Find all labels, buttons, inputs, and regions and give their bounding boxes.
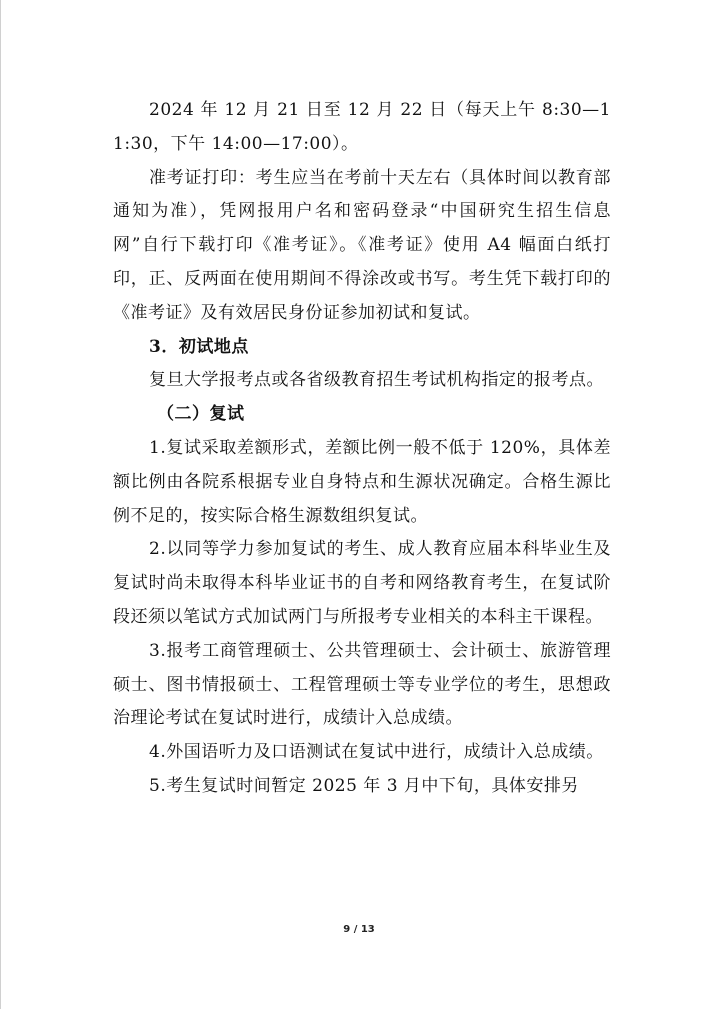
paragraph-retest-1: 1.复试采取差额形式，差额比例一般不低于 120%，具体差额比例由各院系根据专业自身特点和生源状况确定。合格生源比例不足的，按实际合格生源数组织复试。 <box>113 437 611 526</box>
paragraph-admission-ticket: 准考证打印：考生应当在考前十天左右（具体时间以教育部通知为准），凭网报用户名和密码登录“中国研究生招生信息网”自行下载打印《准考证》。《准考证》使用 A4 幅面白纸打印，正、反两面在使用期间不得涂改或书写。考生凭下载打印的《准考证》及有效居民身份证参加初试和复试。 <box>113 167 611 323</box>
heading-exam-location: 3．初试地点 <box>149 336 249 357</box>
paragraph-exam-time: 2024 年 12 月 21 日至 12 月 22 日（每天上午 8:30—11:30，下午 14:00—17:00）。 <box>113 100 611 154</box>
paragraph-retest-5: 5.考生复试时间暂定 2025 年 3 月中下旬，具体安排另 <box>149 775 579 796</box>
paragraph-retest-3: 3.报考工商管理硕士、公共管理硕士、会计硕士、旅游管理硕士、图书情报硕士、工程管理硕士等专业学位的考生，思想政治理论考试在复试时进行，成绩计入总成绩。 <box>113 640 611 729</box>
paragraph-retest-4: 4.外国语听力及口语测试在复试中进行，成绩计入总成绩。 <box>149 742 604 763</box>
paragraph-exam-location: 复旦大学报考点或各省级教育招生考试机构指定的报考点。 <box>149 370 604 391</box>
page-number: 9 / 13 <box>343 924 375 935</box>
document-body <box>113 94 611 804</box>
paragraph-retest-2: 2.以同等学力参加复试的考生、成人教育应届本科毕业生及复试时尚未取得本科毕业证书的自考和网络教育考生，在复试阶段还须以笔试方式加试两门与所报考专业相关的本科主干课程。 <box>113 539 611 627</box>
heading-retest: （二）复试 <box>157 404 245 425</box>
